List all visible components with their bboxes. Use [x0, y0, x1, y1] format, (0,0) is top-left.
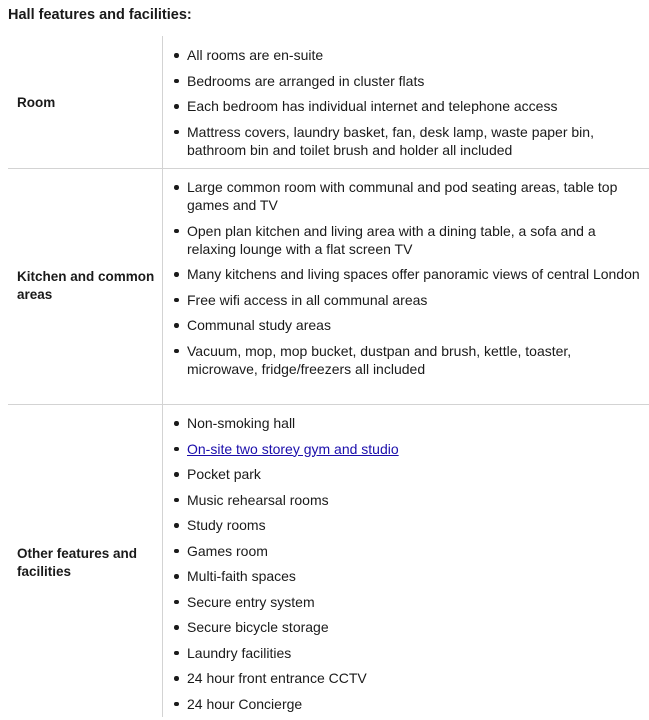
- page-heading: Hall features and facilities:: [8, 7, 192, 23]
- kitchen-feature-list: [170, 178, 640, 385]
- section-label-other: Other features and facilities: [17, 546, 138, 579]
- list-item: Non-smoking hall: [170, 414, 640, 432]
- other-feature-list: [170, 414, 640, 720]
- list-item: Pocket park: [170, 465, 640, 483]
- room-feature-list: [170, 46, 640, 166]
- list-item: Open plan kitchen and living area with a dining table, a sofa and a relaxing lounge with a flat screen TV: [170, 222, 640, 258]
- section-label-kitchen: Kitchen and common areas: [17, 269, 155, 302]
- list-item: Many kitchens and living spaces offer panoramic views of central London: [170, 265, 640, 283]
- list-item: Multi-faith spaces: [170, 567, 640, 585]
- list-item: Study rooms: [170, 516, 640, 534]
- list-item-link: [170, 440, 640, 458]
- list-item: Large common room with communal and pod seating areas, table top games and TV: [170, 178, 640, 214]
- list-item: 24 hour front entrance CCTV: [170, 669, 640, 687]
- gym-studio-link[interactable]: On-site two storey gym and studio: [187, 440, 399, 457]
- list-item: Games room: [170, 542, 640, 560]
- list-item: Bedrooms are arranged in cluster flats: [170, 72, 640, 90]
- list-item: Secure entry system: [170, 593, 640, 611]
- section-label-room: Room: [17, 95, 56, 110]
- list-item: Mattress covers, laundry basket, fan, desk lamp, waste paper bin, bathroom bin and toilet brush and holder all included: [170, 123, 640, 159]
- row-divider: [8, 168, 649, 169]
- list-item: Vacuum, mop, mop bucket, dustpan and brush, kettle, toaster, microwave, fridge/freezers all included: [170, 342, 640, 378]
- row-divider: [8, 404, 649, 405]
- list-item: 24 hour Concierge: [170, 695, 640, 713]
- list-item: Secure bicycle storage: [170, 618, 640, 636]
- column-divider: [162, 36, 163, 717]
- list-item: All rooms are en-suite: [170, 46, 640, 64]
- list-item: Music rehearsal rooms: [170, 491, 640, 509]
- list-item: Communal study areas: [170, 316, 640, 334]
- list-item: Free wifi access in all communal areas: [170, 291, 640, 309]
- list-item: Laundry facilities: [170, 644, 640, 662]
- list-item: Each bedroom has individual internet and telephone access: [170, 97, 640, 115]
